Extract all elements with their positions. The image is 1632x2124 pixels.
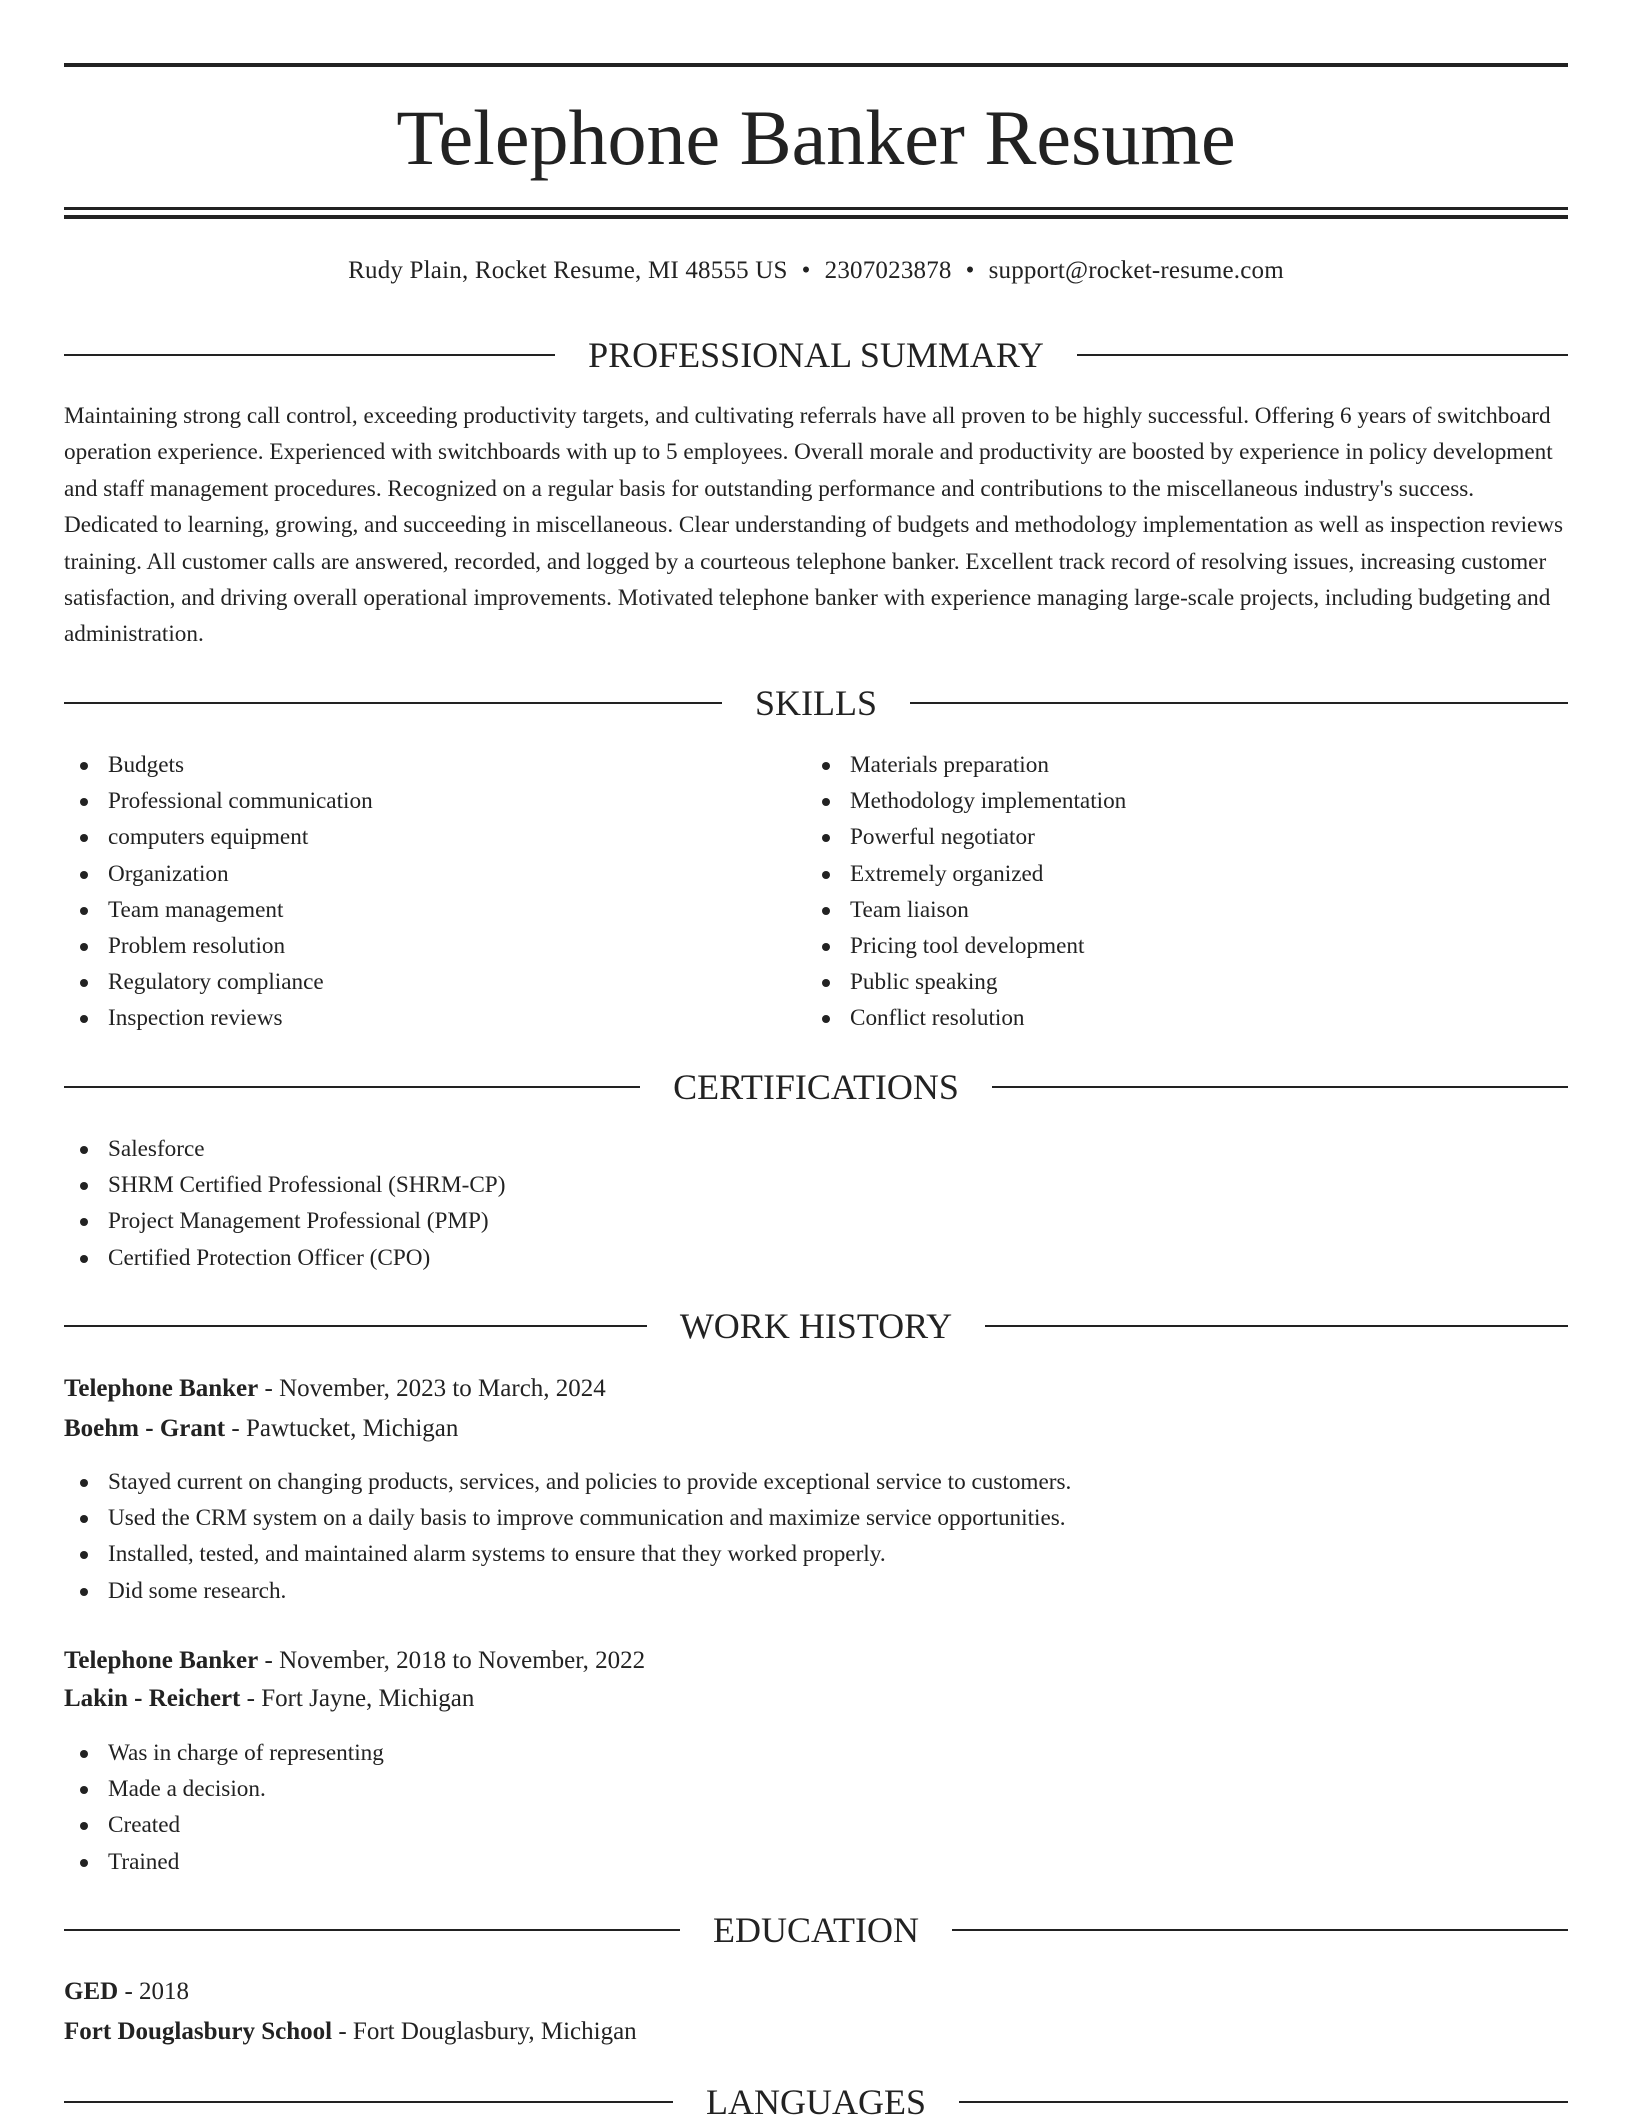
title-rule-upper	[64, 207, 1568, 210]
contact-address: Rudy Plain, Rocket Resume, MI 48555 US	[348, 257, 788, 284]
bullet-dot	[80, 1146, 88, 1154]
list-item: Was in charge of representing	[64, 1735, 384, 1771]
education-degree-line	[64, 1975, 189, 2009]
heading-rule	[64, 1929, 680, 1931]
section-heading-work-history	[64, 1304, 1568, 1348]
list-item: Professional communication	[64, 783, 373, 819]
education-school: Fort Douglasbury School	[64, 2018, 333, 2045]
heading-rule	[64, 1086, 640, 1088]
bullet-dot	[80, 1479, 88, 1487]
heading-rule	[992, 1086, 1568, 1088]
skills-list-right	[806, 747, 1126, 1037]
section-heading-education	[64, 1908, 1568, 1952]
job-title-line	[64, 1644, 645, 1678]
heading-rule	[1077, 354, 1568, 356]
job-location: Pawtucket, Michigan	[245, 1415, 459, 1442]
contact-phone: 2307023878	[824, 257, 952, 284]
job-company: Boehm - Grant	[64, 1415, 226, 1442]
list-item: Inspection reviews	[64, 1000, 373, 1036]
list-item: Powerful negotiator	[806, 819, 1126, 855]
heading-rule	[952, 1929, 1568, 1931]
bullet-dot	[822, 943, 830, 951]
heading-rule	[959, 2101, 1568, 2103]
dash: -	[264, 1647, 273, 1674]
list-item: Certified Protection Officer (CPO)	[64, 1240, 505, 1276]
contact-separator: •	[801, 257, 811, 284]
bullet-dot	[80, 1750, 88, 1758]
bullet-dot	[822, 907, 830, 915]
heading-rule	[64, 354, 555, 356]
section-heading-languages	[64, 2080, 1568, 2124]
list-item: Project Management Professional (PMP)	[64, 1203, 505, 1239]
bullet-dot	[80, 1182, 88, 1190]
contact-separator: •	[965, 257, 975, 284]
list-item: Extremely organized	[806, 856, 1126, 892]
dash: -	[246, 1685, 255, 1712]
list-item: Methodology implementation	[806, 783, 1126, 819]
heading-rule	[910, 702, 1568, 704]
list-item: Salesforce	[64, 1131, 505, 1167]
list-item: Public speaking	[806, 964, 1126, 1000]
heading-rule	[985, 1325, 1568, 1327]
bullet-dot	[822, 871, 830, 879]
list-item: Organization	[64, 856, 373, 892]
list-item: computers equipment	[64, 819, 373, 855]
bullet-dot	[80, 1822, 88, 1830]
job-company-line	[64, 1412, 458, 1446]
bullet-dot	[80, 762, 88, 770]
job-dates: November, 2023 to March, 2024	[279, 1375, 606, 1402]
bullet-dot	[822, 1015, 830, 1023]
section-title: EDUCATION	[713, 1910, 919, 1950]
job-bullets	[64, 1735, 384, 1880]
dash: -	[231, 1415, 240, 1442]
job-company: Lakin - Reichert	[64, 1685, 241, 1712]
section-heading-skills	[64, 681, 1568, 725]
bullet-dot	[80, 1015, 88, 1023]
dash: -	[338, 2018, 347, 2045]
contact-line	[64, 254, 1568, 288]
bullet-dot	[80, 1255, 88, 1263]
list-item: Used the CRM system on a daily basis to improve communication and maximize service opportunities.	[64, 1500, 1071, 1536]
section-title: WORK HISTORY	[679, 1306, 953, 1346]
resume-title: Telephone Banker Resume	[396, 94, 1236, 181]
bullet-dot	[80, 943, 88, 951]
bullet-dot	[80, 1218, 88, 1226]
bullet-dot	[80, 1588, 88, 1596]
bullet-dot	[80, 1551, 88, 1559]
bullet-dot	[80, 907, 88, 915]
bullet-dot	[80, 1859, 88, 1867]
bullet-dot	[80, 979, 88, 987]
list-item: Problem resolution	[64, 928, 373, 964]
education-year: 2018	[139, 1978, 190, 2005]
list-item: SHRM Certified Professional (SHRM-CP)	[64, 1167, 505, 1203]
section-title: CERTIFICATIONS	[673, 1067, 959, 1107]
list-item: Made a decision.	[64, 1771, 384, 1807]
job-dates: November, 2018 to November, 2022	[279, 1647, 646, 1674]
bullet-dot	[822, 834, 830, 842]
skills-list-left	[64, 747, 373, 1037]
list-item: Team management	[64, 892, 373, 928]
job-title: Telephone Banker	[64, 1647, 259, 1674]
list-item: Conflict resolution	[806, 1000, 1126, 1036]
title-rule-lower	[64, 215, 1568, 219]
education-location: Fort Douglasbury, Michigan	[352, 2018, 637, 2045]
dash: -	[124, 1978, 133, 2005]
list-item: Created	[64, 1807, 384, 1843]
bullet-dot	[822, 762, 830, 770]
section-heading-summary	[64, 333, 1568, 377]
list-item: Regulatory compliance	[64, 964, 373, 1000]
job-company-line	[64, 1682, 474, 1716]
section-title: SKILLS	[755, 683, 878, 723]
list-item: Materials preparation	[806, 747, 1126, 783]
bullet-dot	[822, 979, 830, 987]
list-item: Pricing tool development	[806, 928, 1126, 964]
job-title: Telephone Banker	[64, 1375, 259, 1402]
bullet-dot	[80, 798, 88, 806]
heading-rule	[64, 2101, 673, 2103]
job-location: Fort Jayne, Michigan	[261, 1685, 475, 1712]
heading-rule	[64, 1325, 647, 1327]
heading-rule	[64, 702, 722, 704]
dash: -	[264, 1375, 273, 1402]
list-item: Did some research.	[64, 1573, 1071, 1609]
education-school-line	[64, 2015, 637, 2049]
bullet-dot	[80, 834, 88, 842]
section-title: LANGUAGES	[706, 2082, 926, 2122]
job-bullets	[64, 1464, 1071, 1609]
summary-text	[64, 398, 1568, 653]
bullet-dot	[80, 1786, 88, 1794]
top-rule	[64, 63, 1568, 67]
bullet-dot	[80, 1515, 88, 1523]
list-item: Team liaison	[806, 892, 1126, 928]
bullet-dot	[80, 871, 88, 879]
education-degree: GED	[64, 1978, 119, 2005]
list-item: Installed, tested, and maintained alarm systems to ensure that they worked properly.	[64, 1536, 1071, 1572]
section-title: PROFESSIONAL SUMMARY	[588, 335, 1044, 375]
certifications-list	[64, 1131, 505, 1276]
contact-email: support@rocket-resume.com	[988, 257, 1284, 284]
list-item: Stayed current on changing products, services, and policies to provide exceptional service to customers.	[64, 1464, 1071, 1500]
summary-paragraph: Maintaining strong call control, exceeding productivity targets, and cultivating referrals have all proven to be highly successful. Offering 6 years of switchboard operation experience. Experienced with switchboards with up to 5 employees. Overall morale and productivity are boosted by experience in policy development and staff management procedures. Recognized on a regular basis for outstanding performance and contributions to the miscellaneous industry's success. Dedicated to learning, growing, and succeeding in miscellaneous. Clear understanding of budgets and methodology implementation as well as inspection reviews training. All customer calls are answered, recorded, and logged by a courteous telephone banker. Excellent track record of resolving issues, increasing customer satisfaction, and driving overall operational improvements. Motivated telephone banker with experience managing large-scale projects, including budgeting and administration.	[64, 403, 1564, 648]
list-item: Budgets	[64, 747, 373, 783]
bullet-dot	[822, 798, 830, 806]
section-heading-certifications	[64, 1065, 1568, 1109]
list-item: Trained	[64, 1844, 384, 1880]
job-title-line	[64, 1372, 606, 1406]
